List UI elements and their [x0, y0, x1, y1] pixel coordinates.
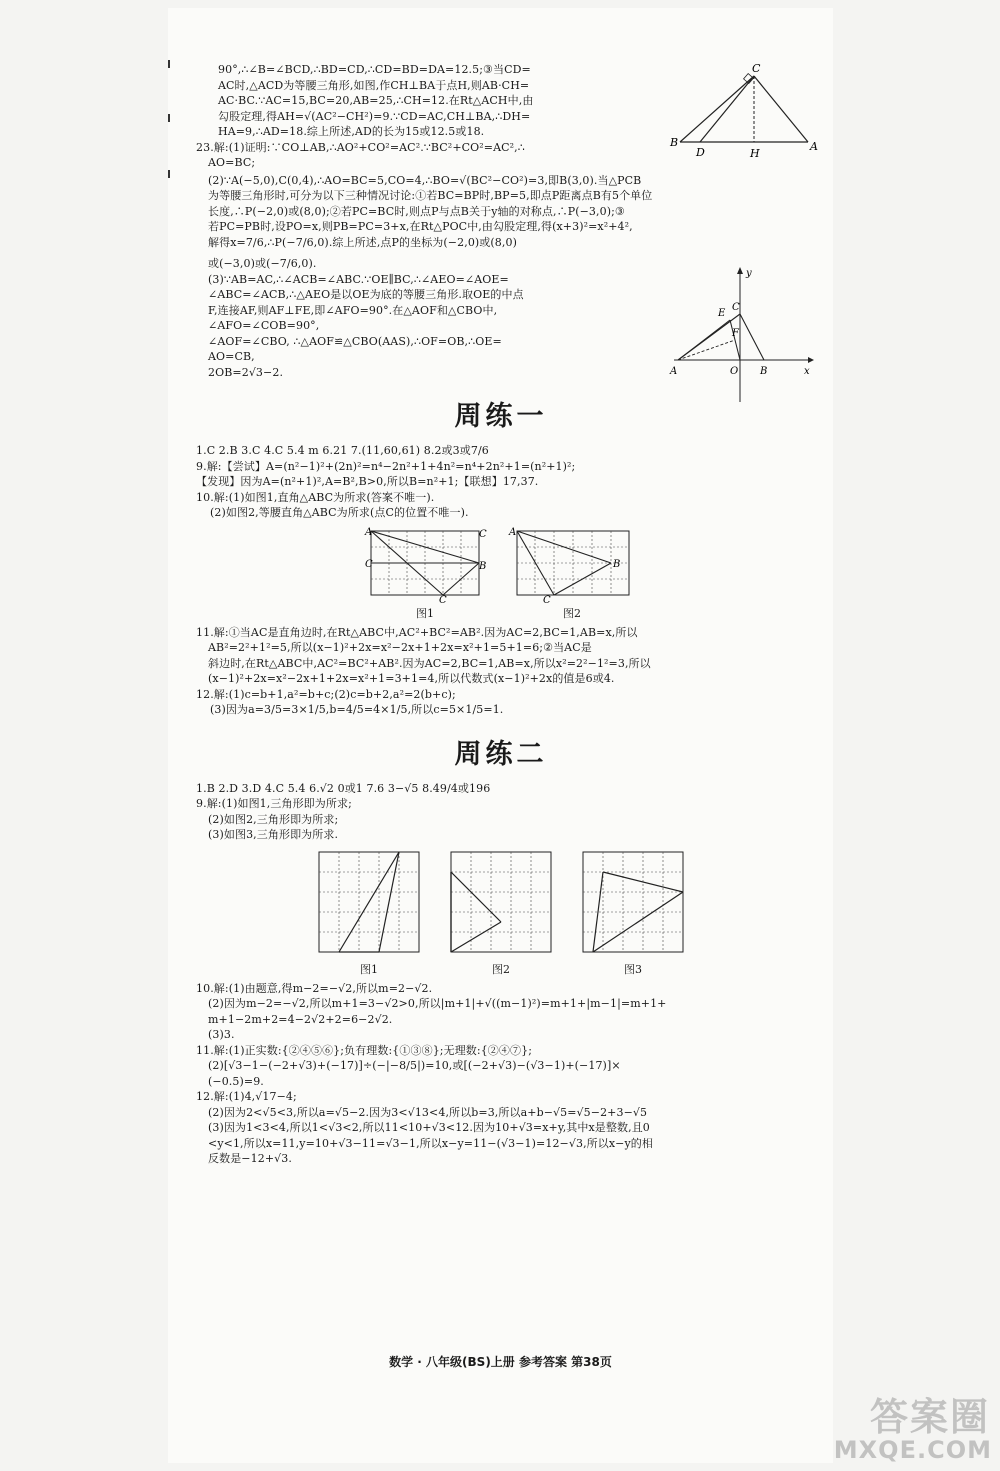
text-line: <y<1,所以x=11,y=10+√3−11=√3−1,所以x−y=11−(√3−1)=12−√3,所以x−y的相: [208, 1136, 654, 1150]
q23-part2: [196, 173, 806, 251]
figure-caption: 图3: [624, 962, 642, 976]
text-line: 90°,∴∠B=∠BCD,∴BD=CD,∴CD=BD=DA=12.5;③当CD=: [218, 63, 531, 76]
week2-figure-1: [316, 849, 422, 977]
text-line: 12.解:(1)4,√17−4;: [196, 1090, 297, 1103]
figure-caption: 图1: [360, 962, 378, 976]
text-line: (3)因为a=3/5=3×1/5,b=4/5=4×1/5,所以c=5×1/5=1.: [210, 703, 504, 716]
svg-text:O: O: [730, 366, 739, 377]
watermark-url: MXQE.COM: [833, 1436, 992, 1464]
text-line: (2)如图2,等腰直角△ABC为所求(点C的位置不唯一).: [210, 506, 469, 519]
answer-content: [196, 62, 806, 1167]
svg-text:C: C: [543, 594, 551, 606]
text-line: (3)∵AB=AC,∴∠ACB=∠ABC.∵OE∥BC,∴∠AEO=∠AOE=: [208, 272, 509, 286]
watermark-text: 答案圈: [869, 1395, 990, 1439]
svg-text:B: B: [479, 560, 487, 572]
text-line: 9.解:【尝试】A=(n²−1)²+(2n)²=n⁴−2n²+1+4n²=n⁴+2n²+1=(n²+1)²;: [196, 459, 576, 473]
page-footer: 数学 · 八年级(BS)上册 参考答案 第38页: [389, 1355, 612, 1369]
text-line: AB²=2²+1²=5,所以(x−1)²+2x=x²−2x+1+2x=x²+1=5+1=6;②当AC是: [208, 641, 592, 654]
label-a: A: [810, 140, 818, 153]
text-line: 10.解:(1)由题意,得m−2=−√2,所以m=2−√2.: [196, 981, 433, 995]
svg-text:B: B: [613, 558, 621, 570]
week1-figure-1: [365, 527, 485, 621]
text-line: AC时,△ACD为等腰三角形,如图,作CH⊥BA于点H,则AB·CH=: [218, 78, 530, 92]
week2-answers: [196, 781, 806, 843]
svg-text:C: C: [479, 528, 487, 540]
text-line: (2)[√3−1−(−2+√3)+(−17)]÷(−|−8/5|)=10,或[(−2+√3)−(√3−1)+(−17)]×: [208, 1059, 621, 1072]
week1-figure-2: [507, 527, 637, 621]
text-line: (x−1)²+2x=x²−2x+1+2x=x²+1=3+1=4,所以代数式(x−1)²+2x的值是6或4.: [208, 672, 615, 685]
text-line: ∠AOF=∠CBO, ∴△AOF≌△CBO(AAS),∴OF=OB,∴OE=: [208, 334, 502, 348]
label-d: D: [696, 146, 705, 159]
week1-figures: [196, 527, 806, 621]
week2-figures: [196, 849, 806, 977]
label-c: C: [752, 62, 761, 75]
site-watermark-logo: [798, 1386, 998, 1466]
text-line: 1.C 2.B 3.C 4.C 5.4 m 6.21 7.(11,60,61) 8.2或3或7/6: [196, 444, 489, 457]
text-line: 或(−3,0)或(−7/6,0).: [208, 257, 317, 270]
text-line: 10.解:(1)如图1,直角△ABC为所求(答案不唯一).: [196, 490, 435, 504]
text-line: (−0.5)=9.: [208, 1074, 264, 1088]
figure-caption: 图1: [416, 606, 434, 620]
text-line: ∠ABC=∠ACB,∴△AEO是以OE为底的等腰三角形.取OE的中点: [208, 288, 524, 301]
label-b: B: [670, 136, 679, 149]
text-line: 11.解:①当AC是直角边时,在Rt△ABC中,AC²+BC²=AB².因为AC=2,BC=1,AB=x,所以: [196, 625, 638, 639]
text-line: 长度,∴P(−2,0)或(8,0);②若PC=BC时,则点P与点B关于y轴的对称点,∴P(−3,0);③: [208, 204, 625, 218]
svg-text:E: E: [718, 308, 726, 319]
svg-text:y: y: [746, 268, 752, 279]
text-line: 1.B 2.D 3.D 4.C 5.4 6.√2 0或1 7.6 3−√5 8.49/4或196: [196, 781, 491, 795]
text-line: (2)因为2<√5<3,所以a=√5−2.因为3<√13<4,所以b=3,所以a+b−√5=√5−2+3−√5: [208, 1105, 648, 1119]
section-title-week1: 周练一: [454, 401, 548, 432]
section-title-week2: 周练二: [454, 738, 548, 770]
week1-answers-cont: [196, 625, 806, 718]
text-line: 为等腰三角形时,可分为以下三种情况讨论:①若BC=BP时,BP=5,即点P距离点B有5个单位: [208, 189, 653, 202]
q22-tail: [196, 62, 648, 140]
binding-marks: [168, 60, 178, 200]
text-line: 9.解:(1)如图1,三角形即为所求;: [196, 797, 352, 810]
svg-text:B: B: [760, 366, 768, 377]
svg-text:C: C: [732, 302, 740, 313]
svg-text:C: C: [439, 594, 447, 606]
text-line: 反数是−12+√3.: [208, 1152, 292, 1165]
week2-answers-cont: [196, 981, 806, 1167]
q23-part1: [196, 140, 666, 171]
text-line: (2)∵A(−5,0),C(0,4),∴AO=BC=5,CO=4,∴BO=√(BC²−CO²)=3,即B(3,0).当△PCB: [208, 173, 642, 187]
text-line: 12.解:(1)c=b+1,a²=b+c;(2)c=b+2,a²=2(b+c);: [196, 687, 456, 701]
text-line: 勾股定理,得AH=√(AC²−CH²)=9.∵CD=AC,CH⊥BA,∴DH=: [218, 109, 531, 123]
text-line: (3)因为1<3<4,所以1<√3<2,所以11<10+√3<12.因为10+√3=x+y,其中x是整数,且0: [208, 1121, 650, 1134]
text-line: HA=9,∴AD=18.综上所述,AD的长为15或12.5或18.: [218, 125, 485, 138]
figure-caption: 图2: [492, 962, 510, 976]
text-line: ∠AFO=∠COB=90°,: [208, 319, 320, 332]
text-line: AC·BC.∵AC=15,BC=20,AB=25,∴CH=12.在Rt△ACH中,由: [218, 94, 534, 107]
svg-text:A: A: [670, 366, 678, 377]
text-line: F,连接AF,则AF⊥FE,即∠AFO=90°.在△AOF和△CBO中,: [208, 303, 498, 317]
svg-text:A: A: [509, 526, 517, 538]
text-line: AO=BC;: [208, 156, 256, 169]
text-line: m+1−2m+2=4−2√2+2=6−2√2.: [208, 1012, 393, 1026]
text-line: 若PC=PB时,设PO=x,则PB=PC=3+x,在Rt△POC中,由勾股定理,得(x+3)²=x²+4²,: [208, 220, 633, 233]
week2-figure-3: [580, 849, 686, 977]
svg-text:x: x: [804, 366, 810, 377]
text-line: 斜边时,在Rt△ABC中,AC²=BC²+AB².因为AC=2,BC=1,AB=x,所以x²=2²−1²=3,所以: [208, 656, 651, 670]
text-line: 解得x=7/6,∴P(−7/6,0).综上所述,点P的坐标为(−2,0)或(8,0): [208, 235, 517, 249]
svg-text:A: A: [365, 526, 373, 538]
text-line: 2OB=2√3−2.: [208, 365, 284, 379]
text-line: 23.解:(1)证明:∵CO⊥AB,∴AO²+CO²=AC².∵BC²+CO²=AC²,∴: [196, 140, 525, 154]
text-line: (3)如图3,三角形即为所求.: [208, 828, 339, 841]
label-h: H: [750, 147, 760, 160]
figure-caption: 图2: [563, 606, 581, 620]
svg-text:C: C: [365, 558, 373, 570]
q23-part3: [196, 256, 656, 380]
text-line: (2)因为m−2=−√2,所以m+1=3−√2>0,所以|m+1|+√((m−1)²)=m+1+|m−1|=m+1+: [208, 997, 667, 1010]
text-line: 【发现】因为A=(n²+1)²,A=B²,B>0,所以B=n²+1;【联想】17,37.: [196, 475, 539, 488]
text-line: (3)3.: [208, 1028, 235, 1041]
week2-figure-2: [448, 849, 554, 977]
text-line: 11.解:(1)正实数:{②④⑤⑥};负有理数:{①③⑧};无理数:{②④⑦};: [196, 1043, 533, 1057]
text-line: AO=CB,: [208, 350, 255, 363]
svg-text:F: F: [732, 328, 739, 339]
text-line: (2)如图2,三角形即为所求;: [208, 812, 339, 826]
week1-answers: [196, 443, 806, 521]
